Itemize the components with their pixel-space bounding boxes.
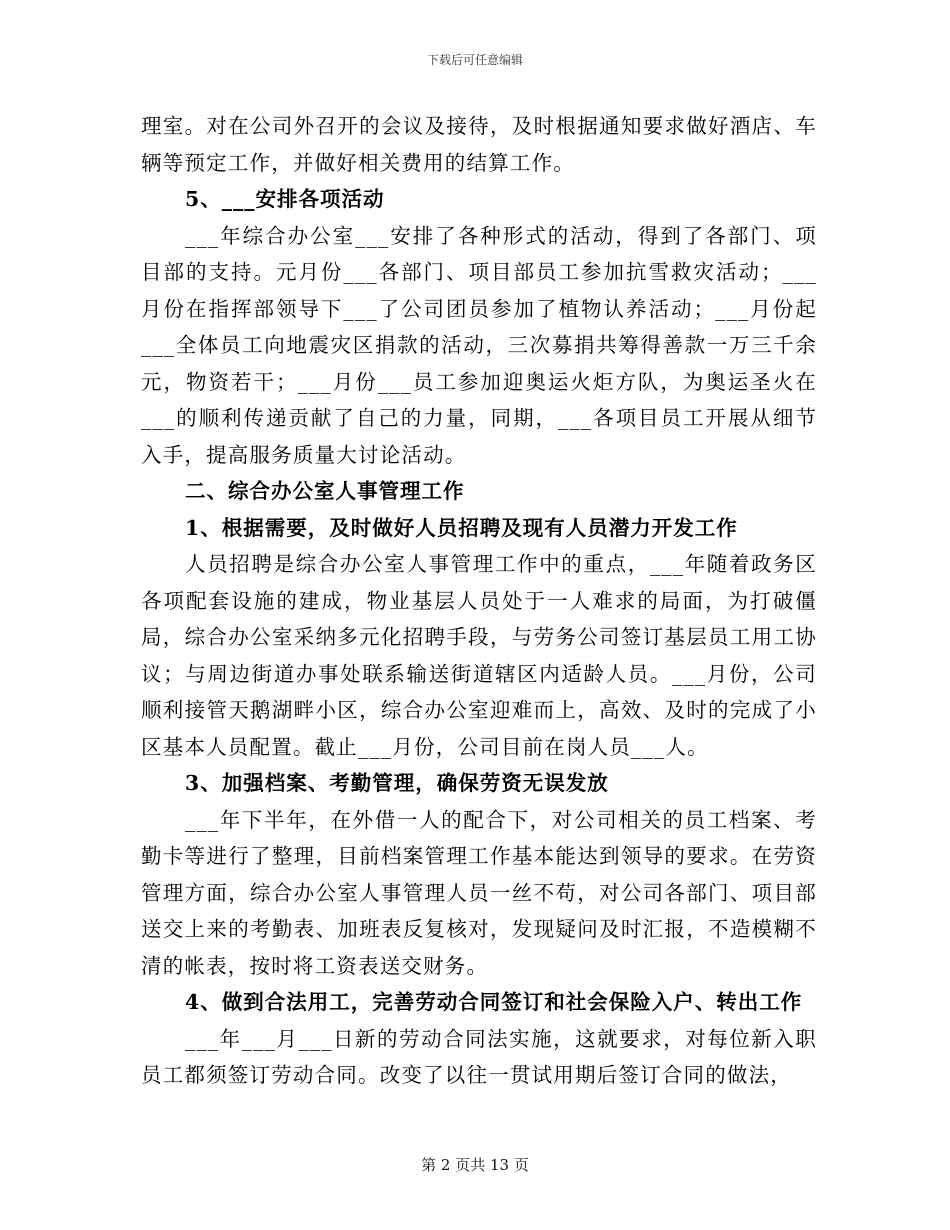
page-header-note: 下载后可任意编辑 [426, 53, 523, 67]
heading-recruitment: 1、根据需要，及时做好人员招聘及现有人员潜力开发工作 [185, 515, 738, 540]
paragraph-activities: ___年综合办公室___安排了各种形式的活动，得到了各部门、项目部的支持。元月份___各部门、项目部员工参加抗雪救灾活动；___月份在指挥部领导下___了公司团员参加了植物认养活动；___月份起___全体员工向地震灾区捐款的活动，三次募捐共筹得善款一万三千余元，物资若干；___月份___员工参加迎奥运火炬方队，为奥运圣火在___的顺利传递贡献了自己的力量，同期，___各项目员工开展从细节入手，提高服务质量大讨论活动。 [141, 223, 817, 467]
document-body [141, 108, 817, 1094]
paragraph-archives: ___年下半年，在外借一人的配合下，对公司相关的员工档案、考勤卡等进行了整理，目前档案管理工作基本能达到领导的要求。在劳资管理方面，综合办公室人事管理人员一丝不苟，对公司各部门、项目部送交上来的考勤表、加班表反复核对，发现疑问及时汇报，不造模糊不清的帐表，按时将工资表送交财务。 [141, 807, 817, 978]
heading-archives: 3、加强档案、考勤管理，确保劳资无误发放 [185, 771, 609, 795]
paragraph-continuation: 理室。对在公司外召开的会议及接待，及时根据通知要求做好酒店、车辆等预定工作，并做好相关费用的结算工作。 [141, 114, 817, 175]
page-footer: 第 2 页共 13 页 [421, 1156, 529, 1174]
paragraph-labor-contract: ___年___月___日新的劳动合同法实施，这就要求，对每位新入职员工都须签订劳动合同。改变了以往一贯试用期后签订合同的做法， [141, 1026, 817, 1087]
paragraph-recruitment: 人员招聘是综合办公室人事管理工作中的重点，___年随着政务区各项配套设施的建成，物业基层人员处于一人难求的局面，为打破僵局，综合办公室采纳多元化招聘手段，与劳务公司签订基层员工用工协议；与周边街道办事处联系输送街道辖区内适龄人员。___月份，公司顺利接管天鹅湖畔小区，综合办公室迎难而上，高效、及时的完成了小区基本人员配置。截止___月份，公司目前在岗人员___人。 [141, 552, 817, 759]
section-heading-hr: 二、综合办公室人事管理工作 [185, 479, 465, 503]
heading-activities: 5、___安排各项活动 [185, 187, 385, 211]
heading-labor-contract: 4、做到合法用工，完善劳动合同签订和社会保险入户、转出工作 [185, 990, 803, 1014]
